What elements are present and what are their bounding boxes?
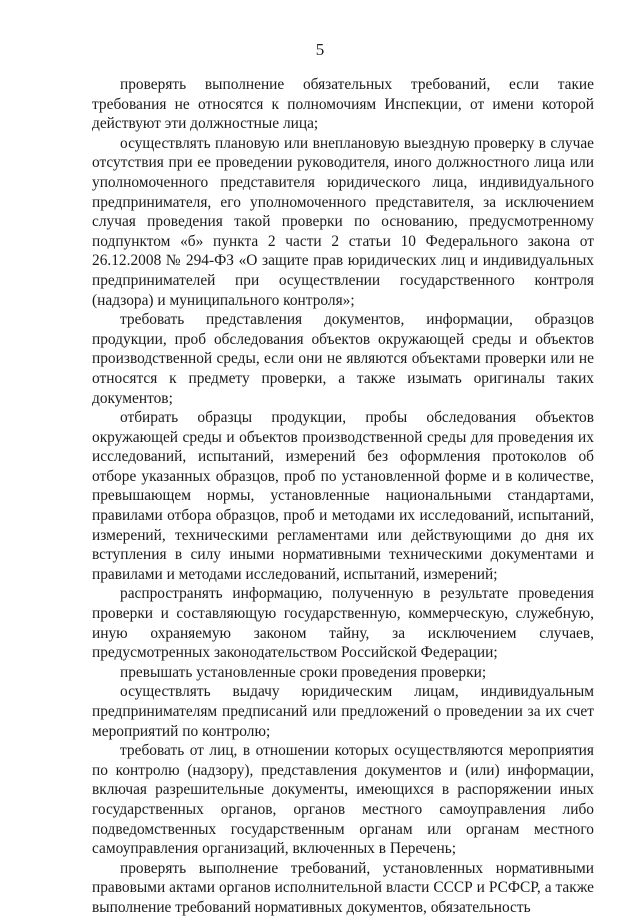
paragraph: проверять выполнение обязательных требований, если такие требования не относятся к полномочиям Инспекции, от имени которой действуют эти должностные лица; xyxy=(92,76,594,133)
paragraph: превышать установленные сроки проведения проверки; xyxy=(120,663,487,681)
paragraph: требовать представления документов, информации, образцов продукции, проб обследования объектов окружающей среды и объектов производственной среды, если они не являются объектами проверки или не относятся к предмету проверки, а также изымать оригиналы таких документов; xyxy=(92,311,594,407)
paragraph: распространять информацию, полученную в результате проведения проверки и составляющую государственную, коммерческую, служебную, иную охраняемую законом тайну, за исключением случаев, предусмотренных законодательством Российской Федерации; xyxy=(92,585,594,662)
paragraph: проверять выполнение требований, установленных нормативными правовыми актами органов исполнительной власти СССР и РСФСР, а также выполнение требований нормативных документов, обязательность xyxy=(92,859,594,916)
paragraph: отбирать образцы продукции, пробы обследования объектов окружающей среды и объектов производственной среды для проведения их исследований, испытаний, измерений без оформления протоколов об отборе указанных образцов, проб по установленной форме и в количестве, превышающем нормы, установленные национальными стандартами, правилами отбора образцов, проб и методами их исследований, испытаний, измерений, техническими регламентами или действующими до дня их вступления в силу иными нормативными техническими документами и правилами и методами исследований, испытаний, измерений; xyxy=(92,409,594,583)
paragraph: требовать от лиц, в отношении которых осуществляются мероприятия по контролю (надзору), представления документов и (или) информации, включая разрешительные документы, имеющихся в распоряжении иных государственных органов, органов местного самоуправления либо подведомственных государственным органам или органам местного самоуправления организаций, включенных в Перечень; xyxy=(92,742,594,858)
paragraph: осуществлять плановую или внеплановую выездную проверку в случае отсутствия при ее проведении руководителя, иного должностного лица или уполномоченного представителя юридического лица, индивидуального предпринимателя, его уполномоченного представителя, за исключением случая проведения такой проверки по основанию, предусмотренному подпунктом «б» пункта 2 части 2 статьи 10 Федерального закона от 26.12.2008 № 294-ФЗ «О защите прав юридических лиц и индивидуальных предпринимателей при осуществлении государственного контроля (надзора) и муниципального контроля»; xyxy=(92,134,594,309)
paragraph: осуществлять выдачу юридическим лицам, индивидуальным предпринимателям предписаний или предложений о проведении за их счет мероприятий по контролю; xyxy=(92,683,594,740)
page-number: 5 xyxy=(315,40,325,59)
document-body xyxy=(92,75,594,918)
